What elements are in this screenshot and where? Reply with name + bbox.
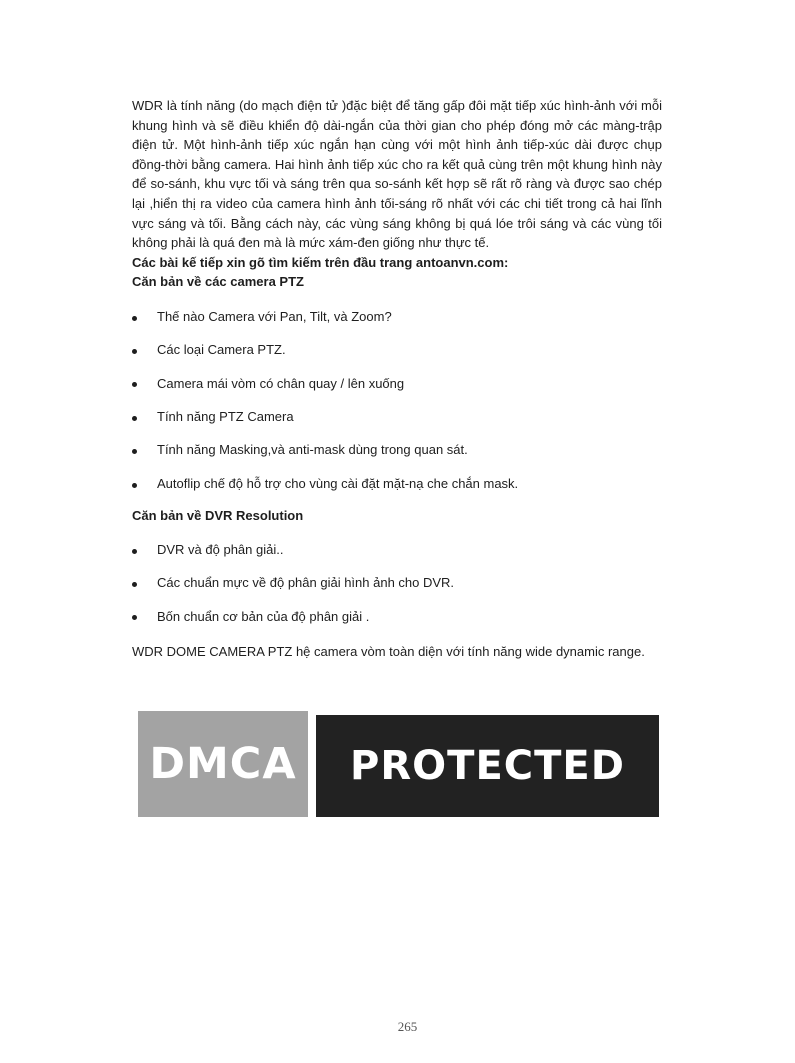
bullet-icon	[132, 449, 137, 454]
bullet-icon	[132, 349, 137, 354]
intro-paragraph: WDR là tính năng (do mạch điện tử )đặc biệt để tăng gấp đôi mặt tiếp xúc hình-ảnh với mỗi khung hình và sẽ điều khiển độ dài-ngắn của thời gian cho phép đóng mở các màng-trập điện tử. Một hình-ảnh tiếp xúc ngắn hạn cùng với một hình ảnh tiếp-xúc dài được chụp đồng-thời bằng camera. Hai hình ảnh tiếp xúc cho ra kết quả cùng trên một khung hình này để so-sánh, khu vực tối và sáng trên qua so-sánh kết hợp sẽ rất rõ ràng và được sao chép lại ,hiển thị ra video của camera hình ảnh tối-sáng rõ nhất với các chi tiết trong cả hai lĩnh vực sáng và tối. Bằng cách này, các vùng sáng không bị quá lóe trôi sáng và các vùng tối không phải là quá đen mà là mức xám-đen giống như thực tế.	[132, 98, 662, 251]
list-item-label: Thế nào Camera với Pan, Tilt, và Zoom?	[157, 308, 392, 324]
list-item-label: Camera mái vòm có chân quay / lên xuống	[157, 375, 405, 391]
list-item-label: Các chuẩn mực về độ phân giải hình ảnh cho DVR.	[157, 575, 455, 591]
bullet-icon	[132, 416, 137, 421]
list-item-label: Autoflip chế độ hỗ trợ cho vùng cài đặt mặt-nạ che chắn mask.	[157, 475, 519, 491]
badge-divider	[308, 711, 316, 817]
dvr-section-heading: Căn bản về DVR Resolution	[132, 508, 304, 524]
bullet-icon	[132, 582, 137, 587]
list-item	[132, 367, 662, 400]
list-item	[132, 533, 662, 566]
ptz-section-heading: Căn bản về các camera PTZ	[132, 274, 304, 290]
bullet-icon	[132, 483, 137, 488]
list-item-label: Tính năng PTZ Camera	[157, 409, 294, 424]
list-item-label: Bốn chuẩn cơ bản của độ phân giải .	[157, 608, 370, 624]
dvr-list	[132, 533, 662, 633]
list-item	[132, 333, 662, 366]
list-item	[132, 566, 662, 599]
final-paragraph: WDR DOME CAMERA PTZ hệ camera vòm toàn diện với tính năng wide dynamic range.	[132, 644, 645, 660]
list-item-label: Các loại Camera PTZ.	[157, 342, 286, 358]
badge-left-panel	[138, 711, 308, 817]
page-number: 265	[397, 1019, 418, 1034]
list-item	[132, 467, 662, 500]
bullet-icon	[132, 549, 137, 554]
dmca-protected-badge[interactable]	[138, 711, 659, 817]
document-body	[132, 96, 662, 662]
badge-right-panel	[316, 711, 659, 817]
badge-right-text: PROTECTED	[350, 743, 625, 789]
search-note: Các bài kế tiếp xin gõ tìm kiếm trên đầu trang antoanvn.com:	[132, 254, 509, 270]
list-item-label: DVR và độ phân giải..	[157, 541, 284, 557]
bullet-icon	[132, 382, 137, 387]
list-item	[132, 300, 662, 333]
bullet-icon	[132, 316, 137, 321]
list-item	[132, 434, 662, 467]
list-item-label: Tính năng Masking,và anti-mask dùng trong quan sát.	[157, 442, 468, 458]
bullet-icon	[132, 615, 137, 620]
list-item	[132, 400, 662, 433]
ptz-list	[132, 300, 662, 500]
badge-left-text: DMCA	[149, 739, 297, 789]
list-item	[132, 600, 662, 633]
